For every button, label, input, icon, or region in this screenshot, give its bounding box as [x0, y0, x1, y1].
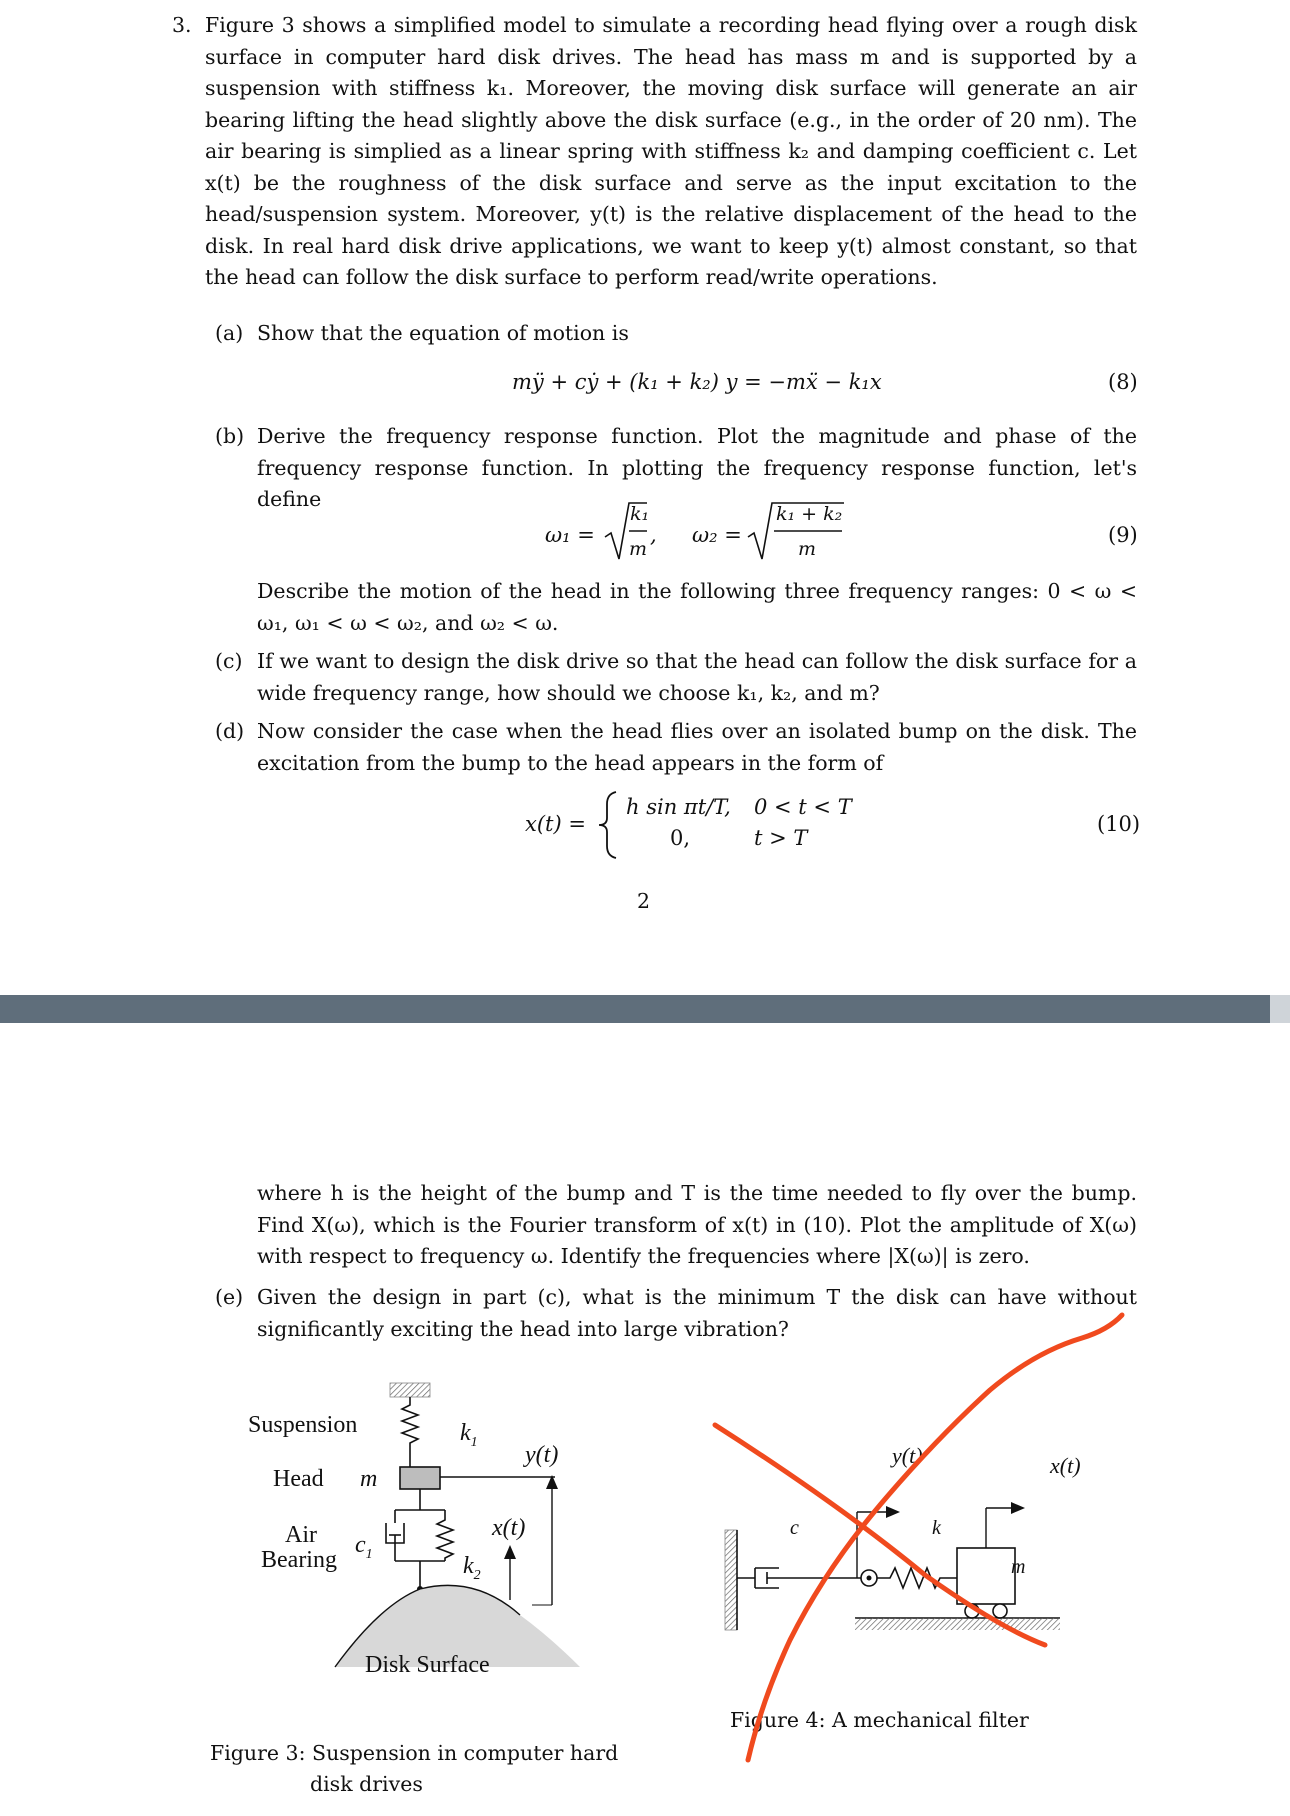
part-d-text2: where h is the height of the bump and T is the time needed to fly over the bump. Find X(ω), which is the Fourier transform of x(t) in (10). Plot the amplitude of X(ω) with respect to frequency ω. Identify the frequencies where |X(ω)| is zero.: [257, 1181, 1137, 1268]
fig4-mass: [957, 1548, 1015, 1604]
part-b-text2: Describe the motion of the head in the following three frequency ranges: 0 < ω < ω₁, ω₁ < ω < ω₂, and ω₂ < ω.: [257, 579, 1137, 635]
part-e-label: (e): [215, 1285, 244, 1309]
part-c-text: If we want to design the disk drive so that the head can follow the disk surface for a wide frequency range, how should we choose k₁, k₂, and m?: [257, 649, 1137, 705]
fig3-head-mass: [400, 1467, 440, 1489]
fig4-k-label: k: [932, 1517, 941, 1539]
fig4-yt-label: y(t): [892, 1443, 923, 1468]
page-number: 2: [637, 889, 651, 913]
fig3-disk-surface-label: Disk Surface: [365, 1652, 490, 1678]
fig4-c-label: c: [790, 1517, 799, 1539]
fig3-xt-label: x(t): [492, 1515, 526, 1541]
part-a-text: Show that the equation of motion is: [257, 321, 629, 345]
fig3-suspension-label: Suspension: [248, 1412, 358, 1438]
part-a-label: (a): [215, 321, 244, 345]
eq-num-8: (8): [1108, 370, 1138, 394]
fig3-bearing-label: Bearing: [261, 1547, 337, 1573]
eq-num-9: (9): [1108, 523, 1138, 547]
omega1-lhs: ω₁ =: [545, 523, 595, 547]
eq10-case2-expr: 0,: [670, 826, 691, 850]
figure-4-caption: Figure 4: A mechanical filter: [730, 1708, 1029, 1732]
fig4-wall: [725, 1530, 737, 1630]
part-b-label: (b): [215, 424, 245, 448]
eq10-case1-expr: h sin πt/T,: [626, 795, 731, 819]
problem-number: 3.: [172, 13, 192, 37]
eq10-case2-cond: t > T: [754, 826, 808, 850]
omega2-lhs: ω₂ =: [692, 523, 742, 547]
part-c-label: (c): [215, 649, 243, 673]
fig4-spring-k: [877, 1568, 957, 1588]
fig4-ground: [855, 1618, 1060, 1630]
equation-8: mÿ + cẏ + (k₁ + k₂) y = −mẍ − k₁x: [512, 370, 882, 394]
part-d-label: (d): [215, 719, 245, 743]
fig3-air-label: Air: [285, 1522, 317, 1548]
fig3-k2-label: $k_2$: [463, 1553, 481, 1583]
fig3-k1-label: $k_1$: [460, 1420, 478, 1450]
page-divider: [0, 995, 1270, 1023]
fig3-m-label: m: [360, 1466, 378, 1492]
eq-num-10: (10): [1097, 812, 1141, 836]
fig3-c1-label: $c_1$: [355, 1532, 373, 1562]
omega2-denominator: m: [798, 538, 817, 560]
fig3-ground: [390, 1383, 430, 1397]
page-divider-end: [1270, 995, 1290, 1023]
omega2-numerator: k₁ + k₂: [776, 503, 843, 525]
eq10-lhs: x(t) =: [525, 812, 586, 836]
eq10-brace: [596, 790, 620, 860]
problem-intro: Figure 3 shows a simplified model to simulate a recording head flying over a rough disk surface in computer hard disk drives. The head has mass m and is supported by a suspension with stiffness k₁. Moreover, the moving disk surface will generate an air bearing lifting the head slightly above the disk surface (e.g., in the order of 20 nm). The air bearing is simplied as a linear spring with stiffness k₂ and damping coefficient c. Let x(t) be the roughness of the disk surface and serve as the input excitation to the head/suspension system. Moreover, y(t) is the relative displacement of the head to the disk. In real hard disk drive applications, we want to keep y(t) almost constant, so that the head can follow the disk surface to perform read/write operations.: [205, 13, 1137, 289]
fig4-xt-label: x(t): [1050, 1453, 1081, 1478]
fig3-head-label: Head: [273, 1466, 324, 1492]
omega1-comma: ,: [650, 523, 657, 547]
eq10-case1-cond: 0 < t < T: [754, 795, 852, 819]
figure-3-caption-line2: disk drives: [310, 1772, 423, 1796]
fig3-spring-k1: [402, 1397, 418, 1467]
fig4-m-label: m: [1011, 1556, 1026, 1578]
omega1-numerator: k₁: [630, 503, 650, 525]
part-d-text: Now consider the case when the head flies over an isolated bump on the disk. The excitation from the bump to the head appears in the form of: [257, 719, 1137, 775]
part-e-text: Given the design in part (c), what is the minimum T the disk can have without significantly exciting the head into large vibration?: [257, 1285, 1137, 1341]
omega1-denominator: m: [629, 538, 648, 560]
part-b-text: Derive the frequency response function. Plot the magnitude and phase of the frequency response function. In plotting the frequency response function, let's define: [257, 424, 1137, 511]
fig3-spring-k2: [437, 1510, 453, 1561]
fig3-yt-label: y(t): [525, 1442, 559, 1468]
figure-3-caption-line1: Figure 3: Suspension in computer hard: [210, 1741, 619, 1765]
